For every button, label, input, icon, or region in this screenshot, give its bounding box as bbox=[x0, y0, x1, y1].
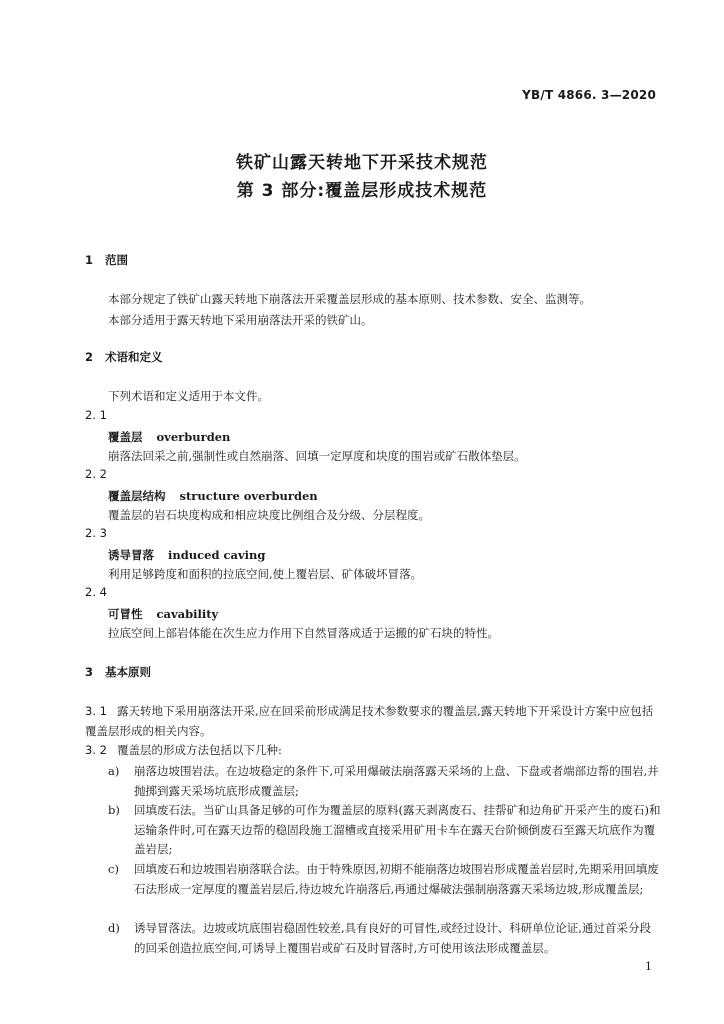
list-item bbox=[108, 801, 661, 860]
section-heading-1 bbox=[85, 252, 128, 268]
term-definition: 崩落法回采之前,强制性或自然崩落、回填一定厚度和块度的围岩或矿石散体垫层。 bbox=[108, 449, 526, 463]
document-code: YB/T 4866. 3—2020 bbox=[522, 88, 656, 102]
clause-number: 3. 2 bbox=[85, 743, 107, 757]
term-entry bbox=[108, 547, 265, 563]
term-entry bbox=[108, 606, 218, 622]
list-marker: a) bbox=[108, 764, 120, 778]
term-entry bbox=[108, 488, 318, 504]
section-number: 2 bbox=[85, 350, 94, 364]
term-definition: 拉底空间上部岩体能在次生应力作用下自然冒落成适于运搬的矿石块的特性。 bbox=[108, 626, 499, 640]
term-definition: 利用足够跨度和面积的拉底空间,使上覆岩层、矿体破坏冒落。 bbox=[108, 567, 423, 581]
term-cn: 覆盖层 bbox=[108, 430, 143, 444]
list-marker: b) bbox=[108, 803, 120, 817]
list-item bbox=[108, 919, 661, 958]
term-en: induced caving bbox=[168, 548, 266, 562]
clause-3-2 bbox=[85, 741, 660, 761]
clause-number: 2. 4 bbox=[85, 585, 107, 599]
paragraph: 本部分适用于露天转地下采用崩落法开采的铁矿山。 bbox=[108, 313, 373, 327]
term-cn: 可冒性 bbox=[108, 607, 143, 621]
list-item bbox=[108, 762, 661, 801]
term-definition: 覆盖层的岩石块度构成和相应块度比例组合及分级、分层程度。 bbox=[108, 508, 430, 522]
term-cn: 诱导冒落 bbox=[108, 548, 154, 562]
term-en: overburden bbox=[156, 430, 231, 444]
term-cn: 覆盖层结构 bbox=[108, 489, 166, 503]
clause-text: 露天转地下采用崩落法开采,应在回采前形成满足技术参数要求的覆盖层,露天转地下开采设计方案中应包括覆盖层形成的相关内容。 bbox=[85, 704, 654, 738]
clause-number: 2. 2 bbox=[85, 467, 107, 481]
section-heading-2 bbox=[85, 349, 163, 365]
page-number: 1 bbox=[645, 960, 652, 973]
list-item-text: 回填废石法。当矿山具备足够的可作为覆盖层的原料(露天剥离废石、挂帮矿和边角矿开采产生的废石)和运输条件时,可在露天边帮的稳固段施工溜槽或直接采用矿用卡车在露天台阶倾倒废石至露天坑底作为覆盖岩层; bbox=[134, 803, 661, 856]
section-number: 3 bbox=[85, 665, 94, 679]
list-marker: c) bbox=[108, 862, 119, 876]
clause-number: 2. 3 bbox=[85, 526, 107, 540]
section-title: 术语和定义 bbox=[105, 350, 163, 364]
list-item-text: 诱导冒落法。边坡或坑底围岩稳固性较差,具有良好的可冒性,或经过设计、科研单位论证,通过首采分段的回采创造拉底空间,可诱导上覆围岩或矿石及时冒落时,方可使用该法形成覆盖层。 bbox=[134, 921, 651, 955]
section-heading-3 bbox=[85, 664, 151, 680]
clause-number: 3. 1 bbox=[85, 704, 107, 718]
document-subtitle: 第 3 部分:覆盖层形成技术规范 bbox=[236, 181, 488, 201]
section-number: 1 bbox=[85, 253, 94, 267]
list-marker: d) bbox=[108, 921, 120, 935]
term-en: structure overburden bbox=[179, 489, 318, 503]
section-title: 基本原则 bbox=[105, 665, 151, 679]
clause-text: 覆盖层的形成方法包括以下几种: bbox=[116, 743, 282, 757]
paragraph: 本部分规定了铁矿山露天转地下崩落法开采覆盖层形成的基本原则、技术参数、安全、监测等。 bbox=[108, 292, 591, 306]
list-item-text: 回填废石和边坡围岩崩落联合法。由于特殊原因,初期不能崩落边坡围岩形成覆盖岩层时,先期采用回填废石法形成一定厚度的覆盖岩层后,待边坡允许崩落后,再通过爆破法强制崩落露天采场边坡,形成覆盖层; bbox=[134, 862, 659, 896]
clause-number: 2. 1 bbox=[85, 408, 107, 422]
paragraph: 下列术语和定义适用于本文件。 bbox=[108, 389, 269, 403]
list-item-text: 崩落边坡围岩法。在边坡稳定的条件下,可采用爆破法崩落露天采场的上盘、下盘或者端部边帮的围岩,并抛掷到露天采场坑底形成覆盖层; bbox=[134, 764, 659, 798]
document-title: 铁矿山露天转地下开采技术规范 bbox=[236, 153, 488, 173]
list-item bbox=[108, 860, 661, 899]
term-en: cavability bbox=[156, 607, 219, 621]
section-title: 范围 bbox=[105, 253, 128, 267]
term-entry bbox=[108, 429, 230, 445]
clause-3-1 bbox=[85, 702, 660, 741]
